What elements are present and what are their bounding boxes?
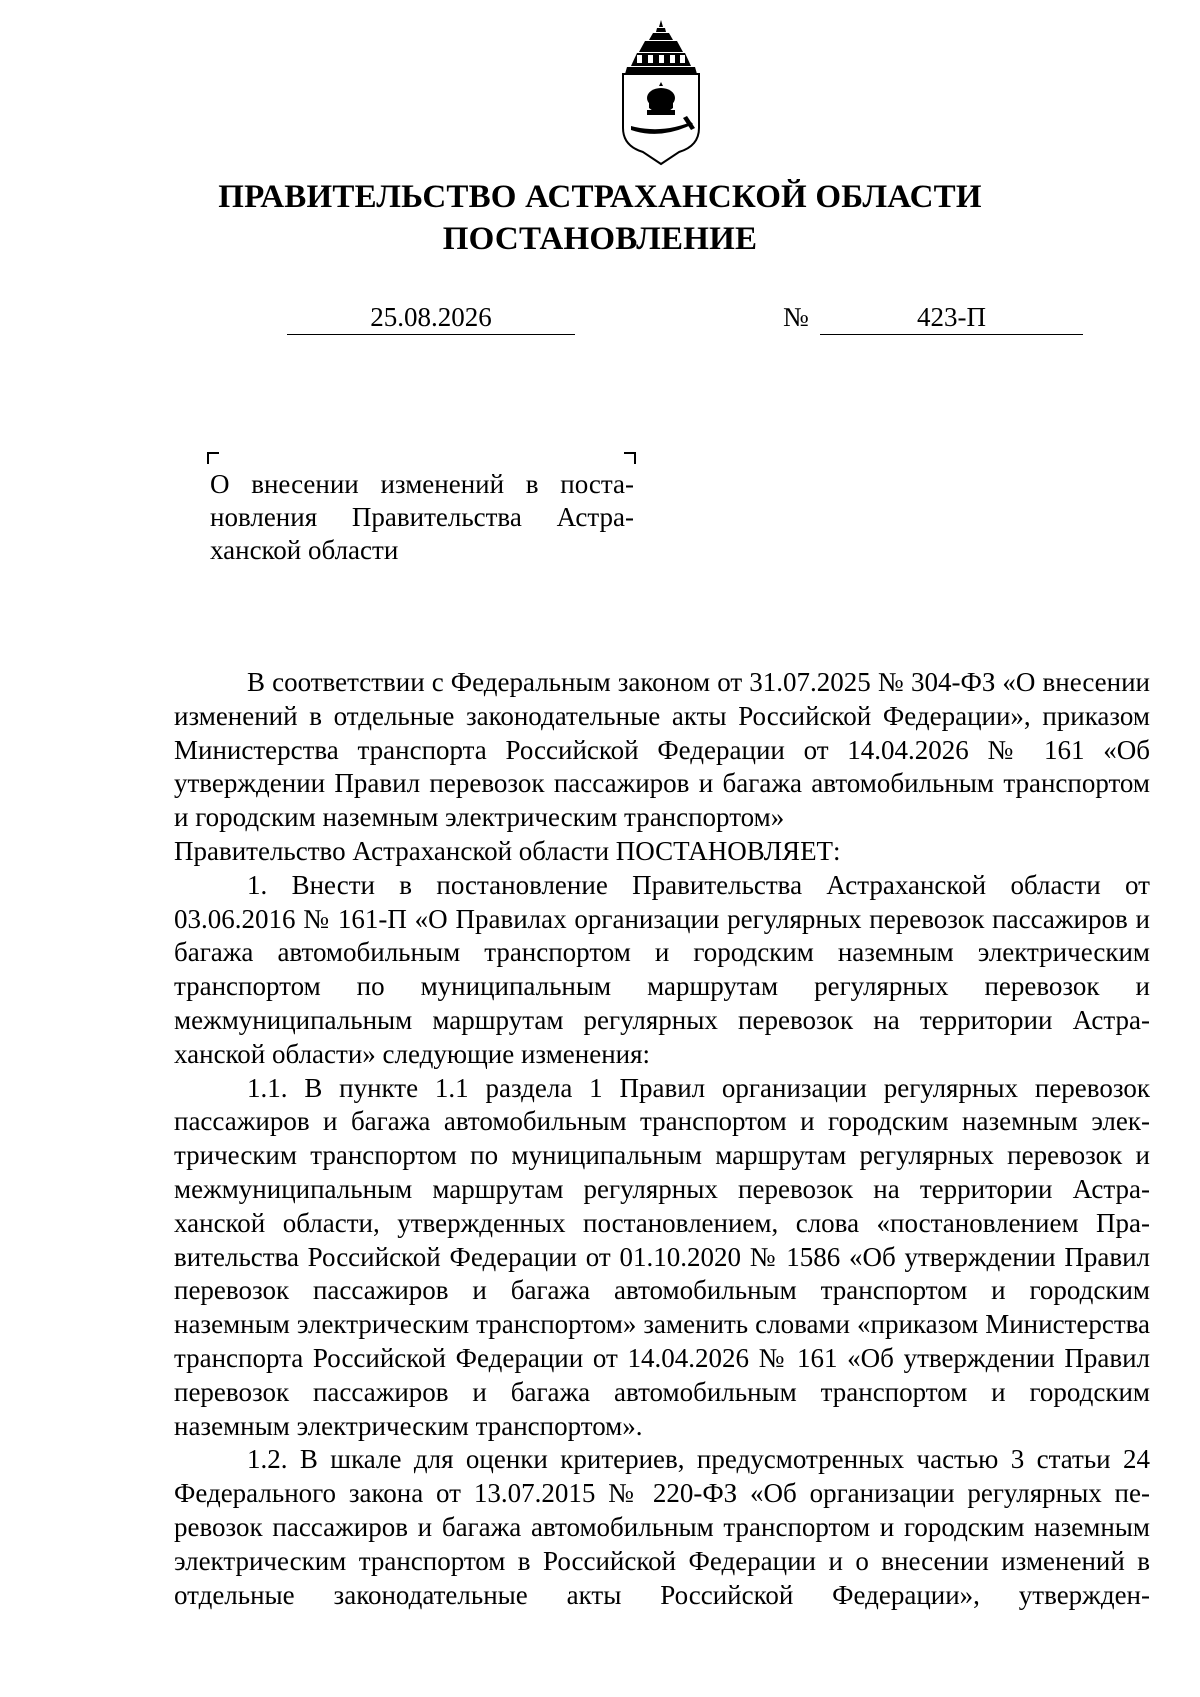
org-title: ПРАВИТЕЛЬСТВО АСТРАХАНСКОЙ ОБЛАСТИ bbox=[218, 179, 982, 215]
coat-of-arms-emblem bbox=[613, 18, 709, 174]
document-date: 25.08.2026 bbox=[287, 301, 575, 335]
subject-corner-right bbox=[624, 452, 636, 464]
document-type-title: ПОСТАНОВЛЕНИЕ bbox=[442, 221, 758, 257]
item-1-paragraph: 1. Внести в постановление Правительства Астраханской области от 03.06.2016 № 161-П «О Правилах организации регулярных перевозок пассажиров и багажа автомобильным транспортом и городским наземным электрическим транспортом по муниципальным маршрутам регулярных перевозок и межмуниципальным маршрутам регулярных перевозок на территории Астраханской области» следующие изменения: bbox=[174, 869, 1150, 1069]
item-1-1-paragraph: 1.1. В пункте 1.1 раздела 1 Правил организации регулярных перевозок пассажиров и багажа автомобильным транспортом и городским наземным электрическим транспортом по муниципальным маршрутам регулярных перевозок и межмуниципальным маршрутам регулярных перевозок на территории Астраханской области, утвержденных постановлением, слова «постановлением Правительства Российской Федерации от 01.10.2020 № 1586 «Об утверждении Правил перевозок пассажиров и багажа автомобильным транспортом и городским наземным электрическим транспортом» заменить словами «приказом Министерства транспорта Российской Федерации от 14.04.2026 № 161 «Об утверждении Правил перевозок пассажиров и багажа автомобильным транспортом и городским наземным электрическим транспортом». bbox=[174, 1072, 1150, 1441]
document-subject: О внесении изменений в постановления Правительства Астраханской области bbox=[210, 469, 634, 565]
item-1-2-paragraph: 1.2. В шкале для оценки критериев, предусмотренных частью 3 статьи 24 Федерального закона от 13.07.2015 № 220-ФЗ «Об организации регулярных перевозок пассажиров и багажа автомобильным транспортом и городским наземным электрическим транспортом в Российской Федерации и о внесении изменений в отдельные законодательные акты Российской Федерации», утвержден- bbox=[174, 1444, 1150, 1610]
number-sign: № bbox=[783, 302, 809, 332]
subject-corner-left bbox=[207, 452, 219, 464]
document-body bbox=[174, 666, 1150, 1612]
decree-paragraph: Правительство Астраханской области ПОСТАНОВЛЯЕТ: bbox=[174, 835, 841, 866]
document-number: 423-П bbox=[820, 301, 1083, 335]
preamble-paragraph: В соответствии с Федеральным законом от 31.07.2025 № 304-ФЗ «О внесении изменений в отдельные законодательные акты Российской Федерации», приказом Министерства транспорта Российской Федерации от 14.04.2026 № 161 «Об утверждении Правил перевозок пассажиров и багажа автомобильным транспортом и городским наземным электрическим транспортом» bbox=[174, 667, 1150, 833]
